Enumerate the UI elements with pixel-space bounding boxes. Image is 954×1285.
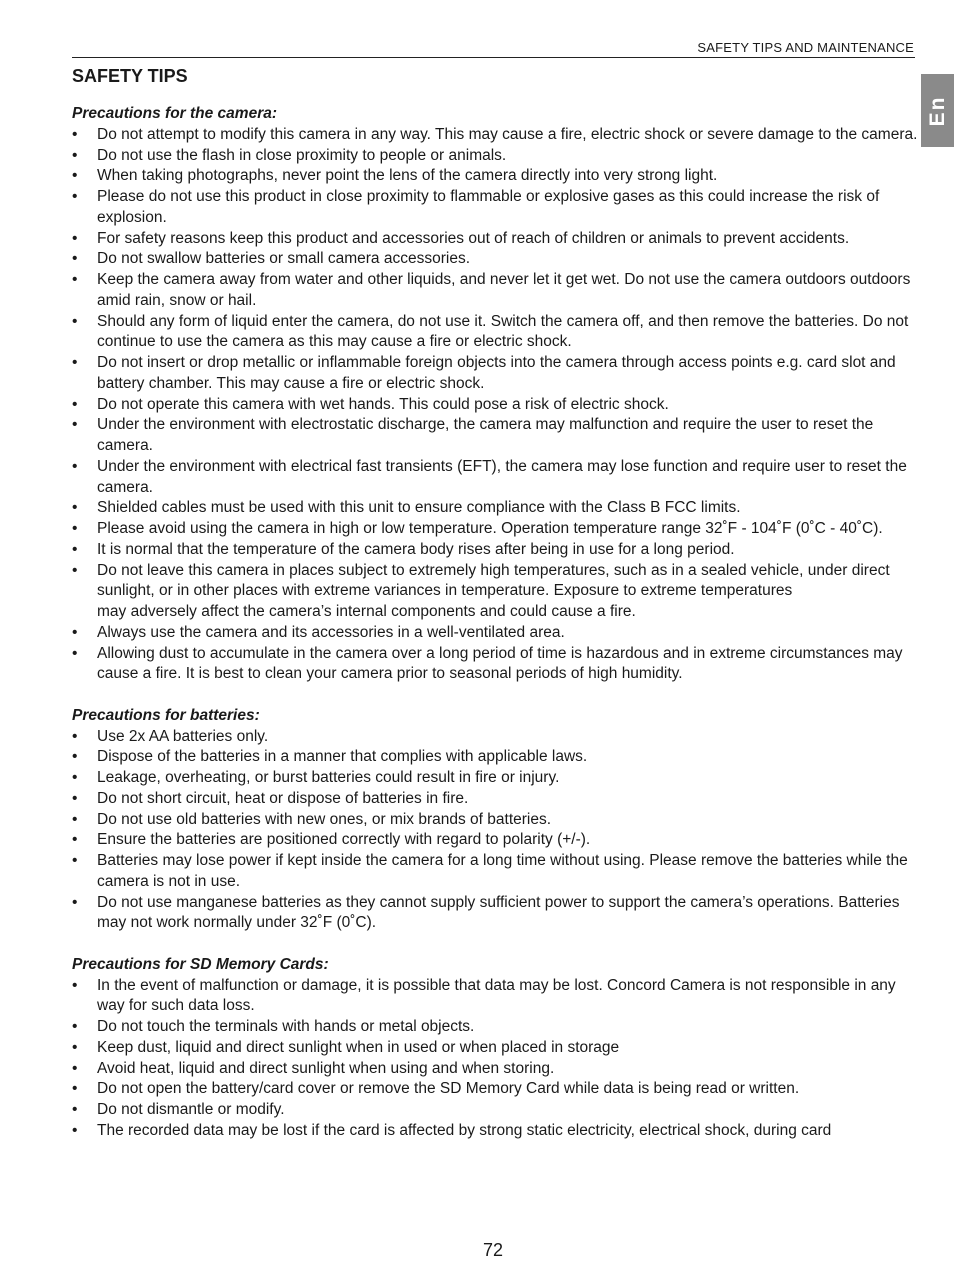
header-rule <box>72 57 915 58</box>
list-item: • Do not insert or drop metallic or inflammable foreign objects into the camera through access points e.g. card slot and battery chamber. This may cause a fire or electric shock. <box>72 353 920 395</box>
list-item: • When taking photographs, never point the lens of the camera directly into very strong light. <box>72 166 920 187</box>
list-item: • Do not open the battery/card cover or remove the SD Memory Card while data is being read or written. <box>72 1079 920 1100</box>
list-item: • Always use the camera and its accessories in a well-ventilated area. <box>72 623 920 644</box>
list-item: • Do not attempt to modify this camera in any way. This may cause a fire, electric shock or severe damage to the camera. <box>72 125 920 146</box>
list-item: • Under the environment with electrostatic discharge, the camera may malfunction and require the user to reset the camera. <box>72 415 920 457</box>
page-number: 72 <box>482 1240 504 1260</box>
list-item: • Allowing dust to accumulate in the camera over a long period of time is hazardous and in extreme circumstances may cause a fire. It is best to clean your camera prior to seasonal periods of high humidity. <box>72 644 920 686</box>
battery-precautions-heading: Precautions for batteries: <box>72 706 260 724</box>
section-gap <box>72 685 920 706</box>
list-item: • Do not use the flash in close proximity to people or animals. <box>72 146 920 167</box>
battery-precautions-list <box>72 727 920 935</box>
sd-card-precautions-heading: Precautions for SD Memory Cards: <box>72 955 329 973</box>
list-item: • The recorded data may be lost if the card is affected by strong static electricity, electrical shock, during card <box>72 1121 920 1142</box>
list-item: • Do not operate this camera with wet hands. This could pose a risk of electric shock. <box>72 395 920 416</box>
list-item: • Please do not use this product in close proximity to flammable or explosive gases as this could increase the risk of explosion. <box>72 187 920 229</box>
list-item: • It is normal that the temperature of the camera body rises after being in use for a long period. <box>72 540 920 561</box>
list-item: • Should any form of liquid enter the camera, do not use it. Switch the camera off, and then remove the batteries. Do not continue to use the camera as this may cause a fire or electric shock. <box>72 312 920 354</box>
list-item: • In the event of malfunction or damage, it is possible that data may be lost. Concord Camera is not responsible in any way for such data loss. <box>72 976 920 1018</box>
list-item: • Keep the camera away from water and other liquids, and never let it get wet. Do not use the camera outdoors outdoors amid rain, snow or hail. <box>72 270 920 312</box>
list-item: • Do not touch the terminals with hands or metal objects. <box>72 1017 920 1038</box>
list-item: • Do not leave this camera in places subject to extremely high temperatures, such as in a sealed vehicle, under direct sunlight, or in other places with extreme variances in temperature. Exposure to extreme temperatures may adversely affect the camera’s internal components and could cause a fire. <box>72 561 920 623</box>
camera-precautions-heading: Precautions for the camera: <box>72 105 278 122</box>
list-item: • Leakage, overheating, or burst batteries could result in fire or injury. <box>72 768 920 789</box>
list-item: • Use 2x AA batteries only. <box>72 727 920 748</box>
running-header: SAFETY TIPS AND MAINTENANCE <box>697 40 914 55</box>
language-tab <box>921 74 954 147</box>
list-item: • Please avoid using the camera in high or low temperature. Operation temperature range 32˚F - 104˚F (0˚C - 40˚C). <box>72 519 920 540</box>
language-tab-label: En <box>925 95 949 126</box>
sd-card-precautions-list <box>72 976 920 1142</box>
page-content <box>72 65 920 1142</box>
list-item: • Batteries may lose power if kept inside the camera for a long time without using. Please remove the batteries while the camera is not in use. <box>72 851 920 893</box>
list-item: • Ensure the batteries are positioned correctly with regard to polarity (+/-). <box>72 830 920 851</box>
list-item: • Avoid heat, liquid and direct sunlight when using and when storing. <box>72 1059 920 1080</box>
list-item: • Under the environment with electrical fast transients (EFT), the camera may lose function and require user to reset the camera. <box>72 457 920 499</box>
list-item: • Do not short circuit, heat or dispose of batteries in fire. <box>72 789 920 810</box>
list-item: • Dispose of the batteries in a manner that complies with applicable laws. <box>72 747 920 768</box>
section-gap <box>72 934 920 955</box>
list-item: • Shielded cables must be used with this unit to ensure compliance with the Class B FCC limits. <box>72 498 920 519</box>
list-item: • Do not use manganese batteries as they cannot supply sufficient power to support the camera’s operations. Batteries may not work normally under 32˚F (0˚C). <box>72 893 920 935</box>
section-title: SAFETY TIPS <box>72 66 188 86</box>
list-item: • Do not use old batteries with new ones, or mix brands of batteries. <box>72 810 920 831</box>
list-item: • Do not swallow batteries or small camera accessories. <box>72 249 920 270</box>
camera-precautions-list <box>72 125 920 685</box>
list-item: • Keep dust, liquid and direct sunlight when in used or when placed in storage <box>72 1038 920 1059</box>
list-item: • For safety reasons keep this product and accessories out of reach of children or animals to prevent accidents. <box>72 229 920 250</box>
list-item: • Do not dismantle or modify. <box>72 1100 920 1121</box>
